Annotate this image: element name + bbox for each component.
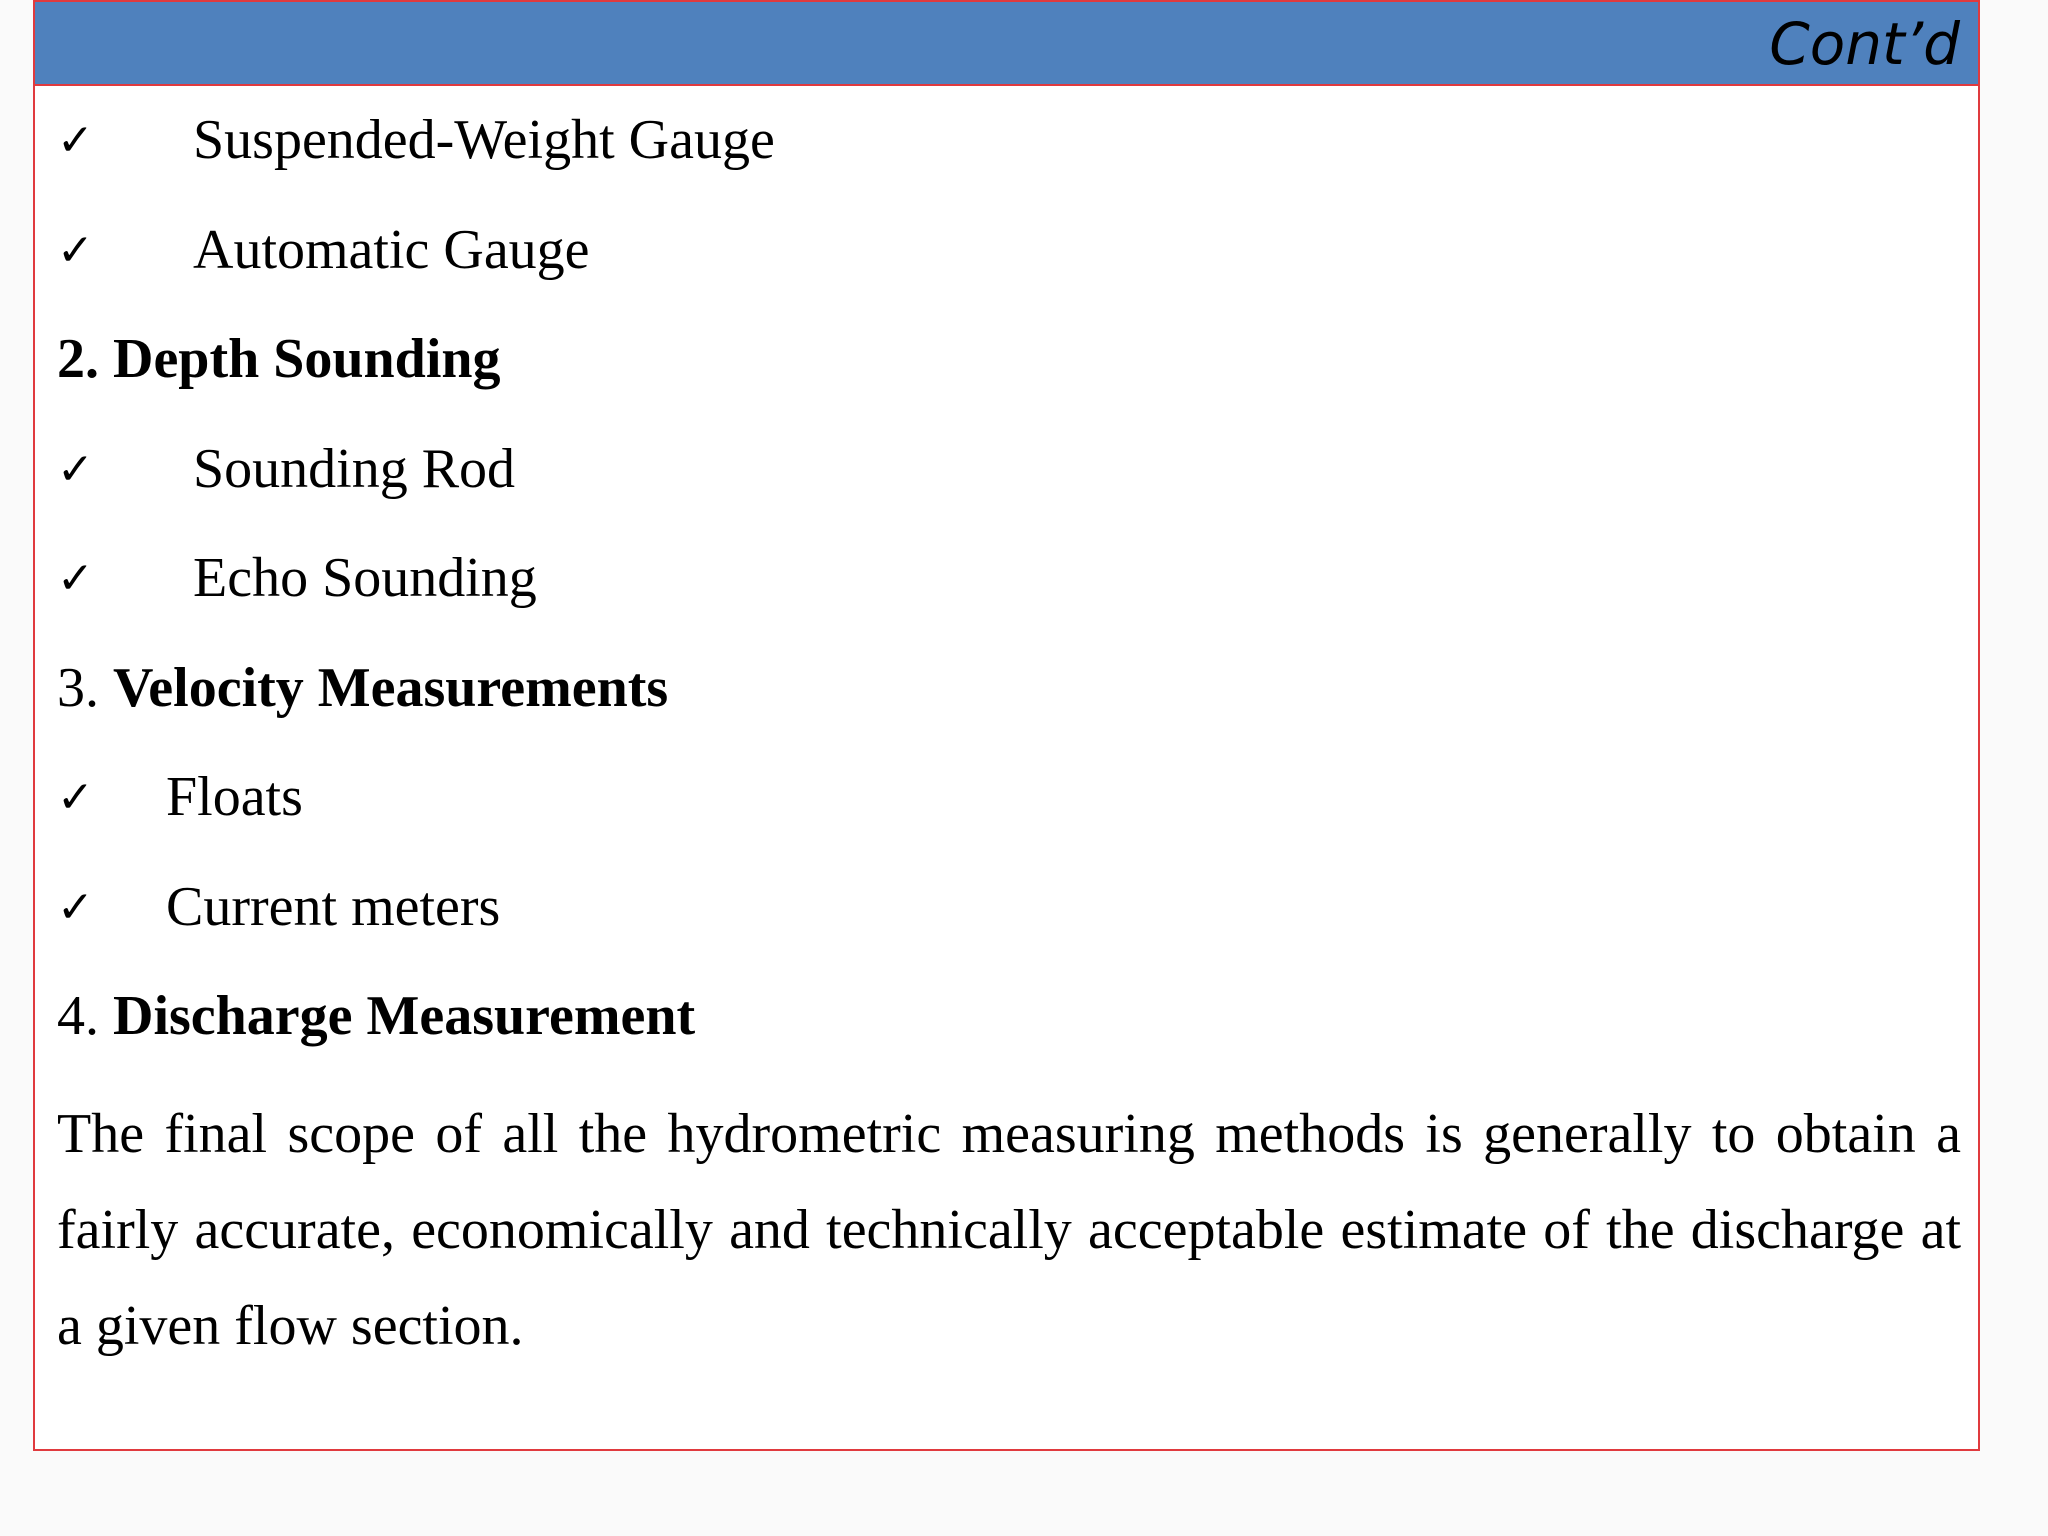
list-item	[57, 86, 1961, 196]
list-item-text: Current meters	[166, 875, 501, 938]
list-item	[57, 743, 1961, 853]
list-item-text: Sounding Rod	[193, 437, 516, 500]
section-heading-depth-sounding: 2. Depth Sounding	[57, 328, 501, 390]
checkmark-icon: ✓	[57, 881, 94, 933]
slide-content	[57, 86, 1961, 1374]
checkmark-icon: ✓	[57, 443, 94, 495]
body-paragraph: The final scope of all the hydrometric measuring methods is generally to obtain a fairly accurate, economically and technically acceptable estimate of the discharge at a given flow section.	[57, 1102, 1961, 1357]
list-item	[57, 524, 1961, 634]
section-heading-text: Velocity Measurements	[113, 656, 669, 719]
list-item-text: Echo Sounding	[193, 547, 537, 609]
list-item	[57, 196, 1961, 306]
slide-title: Cont’d	[1769, 10, 1960, 78]
header-bar	[35, 2, 1978, 86]
checkmark-icon: ✓	[57, 553, 94, 604]
checkmark-icon: ✓	[57, 224, 94, 276]
section-heading-velocity	[57, 634, 1961, 744]
checkmark-icon: ✓	[57, 772, 94, 823]
section-number: 3.	[57, 656, 113, 719]
slide	[33, 0, 1980, 1451]
section-heading-text: Discharge Measurement	[113, 985, 696, 1047]
list-item-text: Automatic Gauge	[193, 218, 590, 281]
list-item	[57, 415, 1961, 525]
list-item-text: Floats	[166, 766, 303, 828]
section-number: 4.	[57, 985, 113, 1047]
checkmark-icon: ✓	[57, 115, 94, 166]
section-heading-discharge	[57, 962, 1961, 1072]
list-item	[57, 853, 1961, 963]
list-item-text: Suspended-Weight Gauge	[193, 109, 775, 171]
